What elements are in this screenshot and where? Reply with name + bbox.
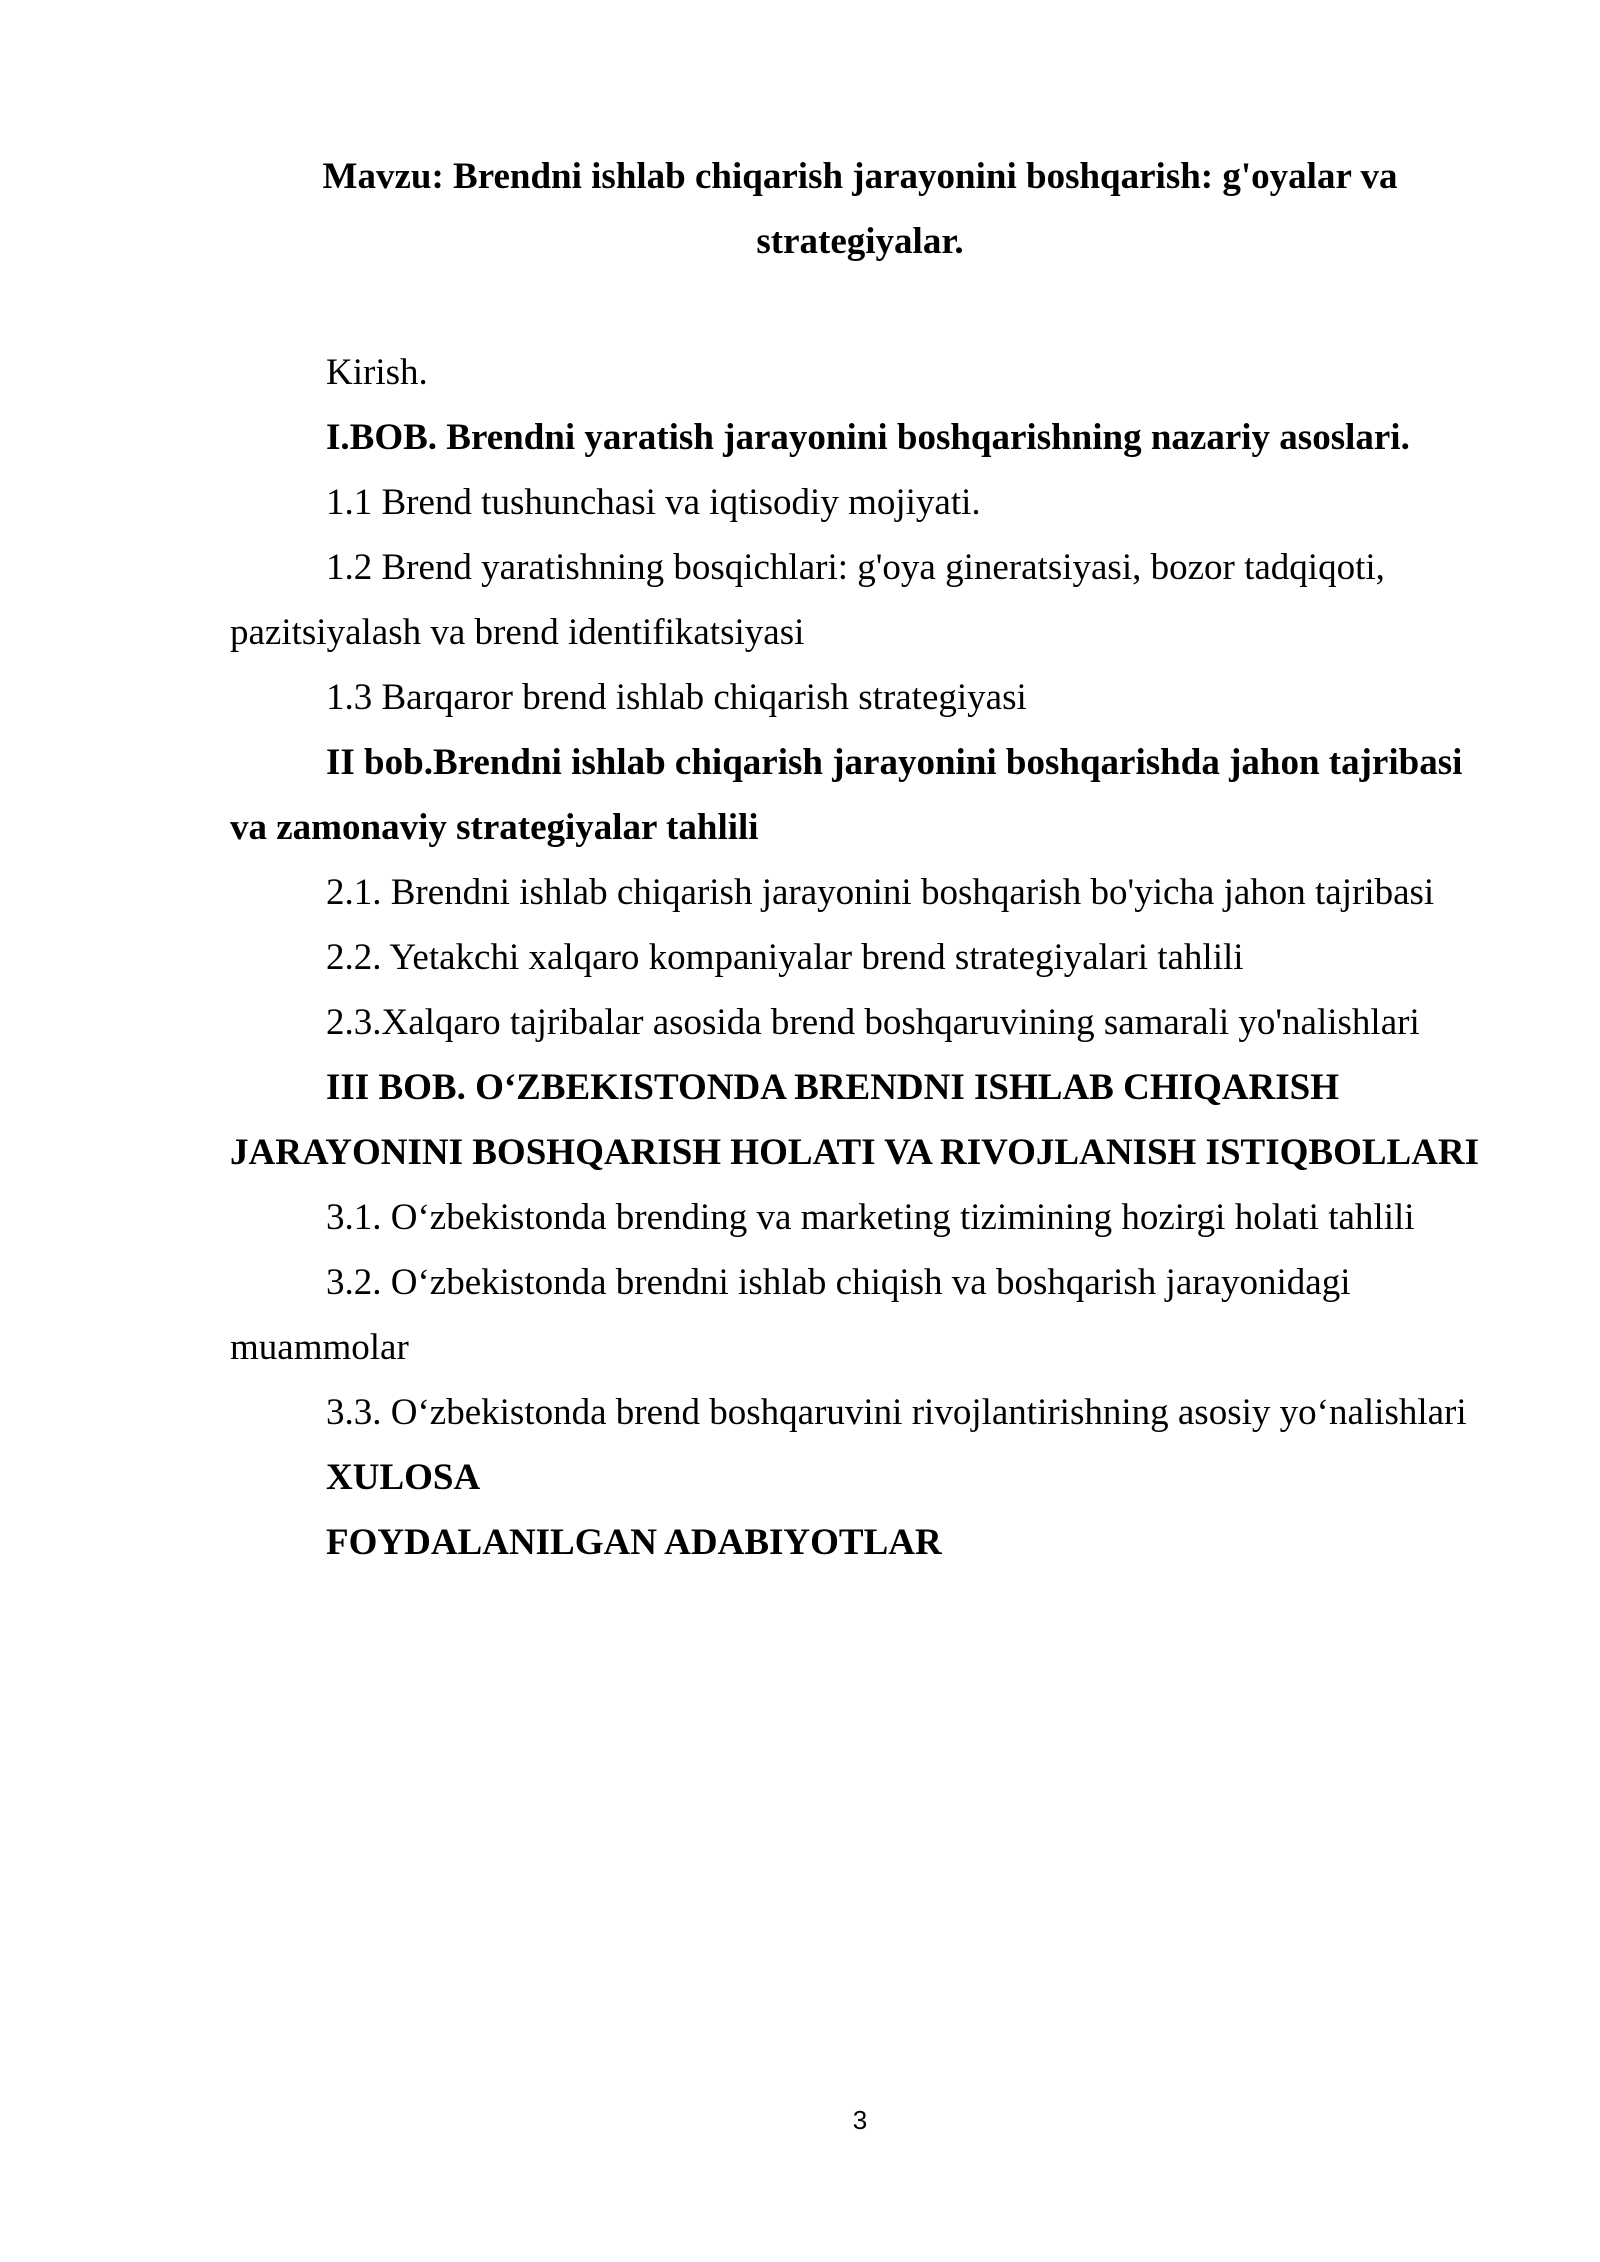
toc-section-3-2: 3.2. O‘zbekistonda brendni ishlab chiqish va boshqarish jarayonidagi muammolar — [230, 1262, 1351, 1368]
page-number: 3 — [852, 2105, 868, 2135]
toc-section-1-2: 1.2 Brend yaratishning bosqichlari: g'oya gineratsiyasi, bozor tadqiqoti, pazitsiyalash va brend identifikatsiyasi — [230, 547, 1385, 653]
table-of-contents — [230, 340, 1500, 1575]
toc-references: FOYDALANILGAN ADABIYOTLAR — [326, 1522, 942, 1563]
toc-section-2-3: 2.3.Xalqaro tajribalar asosida brend boshqaruvining samarali yo'nalishlari — [326, 1002, 1420, 1043]
toc-section-2-1: 2.1. Brendni ishlab chiqarish jarayonini boshqarish bo'yicha jahon tajribasi — [326, 872, 1435, 913]
document-title — [230, 144, 1490, 274]
toc-section-3-3: 3.3. O‘zbekistonda brend boshqaruvini rivojlantirishning asosiy yo‘nalishlari — [326, 1392, 1467, 1433]
toc-section-2-2: 2.2. Yetakchi xalqaro kompaniyalar brend strategiyalari tahlili — [326, 937, 1244, 978]
toc-chapter-1: I.BOB. Brendni yaratish jarayonini boshqarishning nazariy asoslari. — [326, 417, 1410, 458]
toc-conclusion: XULOSA — [326, 1457, 481, 1498]
toc-intro: Kirish. — [326, 352, 428, 393]
toc-section-3-1: 3.1. O‘zbekistonda brending va marketing tizimining hozirgi holati tahlili — [326, 1197, 1415, 1238]
title-line-1: Mavzu: Brendni ishlab chiqarish jarayonini boshqarish: g'oyalar va — [322, 156, 1398, 197]
title-line-2: strategiyalar. — [756, 221, 964, 262]
toc-section-1-3: 1.3 Barqaror brend ishlab chiqarish strategiyasi — [326, 677, 1027, 718]
toc-section-1-1: 1.1 Brend tushunchasi va iqtisodiy mojiyati. — [326, 482, 981, 523]
toc-chapter-2: II bob.Brendni ishlab chiqarish jarayonini boshqarishda jahon tajribasi va zamonaviy strategiyalar tahlili — [230, 742, 1463, 848]
toc-chapter-3: III BOB. O‘ZBEKISTONDA BRENDNI ISHLAB CHIQARISH JARAYONINI BOSHQARISH HOLATI VA RIVOJLANISH ISTIQBOLLARI — [230, 1067, 1480, 1173]
